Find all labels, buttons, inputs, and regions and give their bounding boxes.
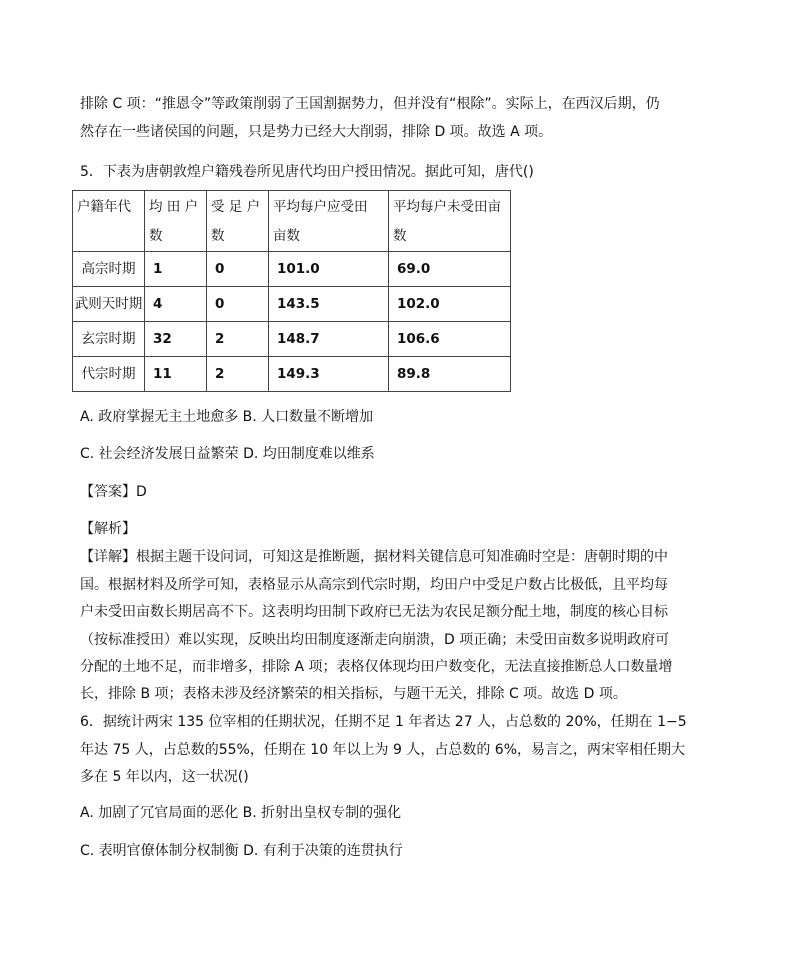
cell-unallotted-mu: 102.0 xyxy=(389,287,511,322)
cell-households: 1 xyxy=(145,252,207,287)
header-cell-households: 均 田 户 数 xyxy=(145,191,207,252)
cell-households: 32 xyxy=(145,322,207,357)
q5-options-cd: C. 社会经济发展日益繁荣 D. 均田制度难以维系 xyxy=(80,446,375,462)
cell-unallotted-mu: 106.6 xyxy=(389,322,511,357)
analysis-line: 国。根据材料及所学可知，表格显示从高宗到代宗时期，均田户中受足户数占比极低，且平均每 xyxy=(80,577,668,593)
header-cell-unallotted-mu: 平均每户未受田亩 数 xyxy=(389,191,511,252)
cell-full-allotment: 0 xyxy=(207,287,269,322)
cell-era: 高宗时期 xyxy=(73,252,145,287)
q5-stem: 5．下表为唐朝敦煌户籍残卷所见唐代均田户授田情况。据此可知，唐代() xyxy=(80,164,534,180)
header-cell-full-allotment: 受 足 户 数 xyxy=(207,191,269,252)
q6-stem-line: 6．据统计两宋 135 位宰相的任期状况，任期不足 1 年者达 27 人，占总数的 20%，任期在 1−5 xyxy=(80,714,687,730)
cell-full-allotment: 0 xyxy=(207,252,269,287)
header-cell-entitled-mu: 平均每户应受田 亩数 xyxy=(269,191,389,252)
table-row xyxy=(73,357,511,392)
cell-era: 代宗时期 xyxy=(73,357,145,392)
table-header-row xyxy=(73,191,511,252)
table-row xyxy=(73,287,511,322)
cell-era: 武则天时期 xyxy=(73,287,145,322)
q6-options-ab: A. 加剧了冗官局面的恶化 B. 折射出皇权专制的强化 xyxy=(80,805,402,821)
household-land-table xyxy=(72,190,511,392)
intro-line-1: 排除 C 项：“推恩令”等政策削弱了王国割据势力，但并没有“根除”。实际上，在西汉后期，仍 xyxy=(80,96,660,112)
cell-households: 4 xyxy=(145,287,207,322)
analysis-line: （按标准授田）难以实现，反映出均田制度逐渐走向崩溃，D 项正确；未受田亩数多说明政府可 xyxy=(80,632,670,648)
q6-options-cd: C. 表明官僚体制分权制衡 D. 有利于决策的连贯执行 xyxy=(80,843,403,859)
table-row xyxy=(73,322,511,357)
cell-entitled-mu: 101.0 xyxy=(269,252,389,287)
cell-entitled-mu: 149.3 xyxy=(269,357,389,392)
table-row xyxy=(73,252,511,287)
cell-unallotted-mu: 69.0 xyxy=(389,252,511,287)
cell-entitled-mu: 148.7 xyxy=(269,322,389,357)
q5-answer: 【答案】D xyxy=(80,484,147,500)
cell-households: 11 xyxy=(145,357,207,392)
q5-analysis-title: 【解析】 xyxy=(80,521,136,537)
analysis-line: 分配的土地不足，而非增多，排除 A 项；表格仅体现均田户数变化，无法直接推断总人口数量增 xyxy=(80,659,673,675)
cell-unallotted-mu: 89.8 xyxy=(389,357,511,392)
header-cell-era: 户籍年代 xyxy=(73,191,145,252)
analysis-line: 长，排除 B 项；表格未涉及经济繁荣的相关指标，与题干无关，排除 C 项。故选 D 项。 xyxy=(80,686,627,702)
q5-options-ab: A. 政府掌握无主土地愈多 B. 人口数量不断增加 xyxy=(80,409,374,425)
intro-line-2: 然存在一些诸侯国的问题，只是势力已经大大削弱，排除 D 项。故选 A 项。 xyxy=(80,124,553,140)
cell-full-allotment: 2 xyxy=(207,357,269,392)
q6-stem-line: 年达 75 人，占总数的55%，任期在 10 年以上为 9 人，占总数的 6%，易言之，两宋宰相任期大 xyxy=(80,742,686,758)
cell-full-allotment: 2 xyxy=(207,322,269,357)
cell-entitled-mu: 143.5 xyxy=(269,287,389,322)
analysis-line: 户未受田亩数长期居高不下。这表明均田制下政府已无法为农民足额分配土地，制度的核心目标 xyxy=(80,604,668,620)
analysis-line: 【详解】根据主题干设问词，可知这是推断题，据材料关键信息可知准确时空是：唐朝时期的中 xyxy=(80,549,668,565)
q6-stem-line: 多在 5 年以内，这一状况() xyxy=(80,769,249,785)
cell-era: 玄宗时期 xyxy=(73,322,145,357)
